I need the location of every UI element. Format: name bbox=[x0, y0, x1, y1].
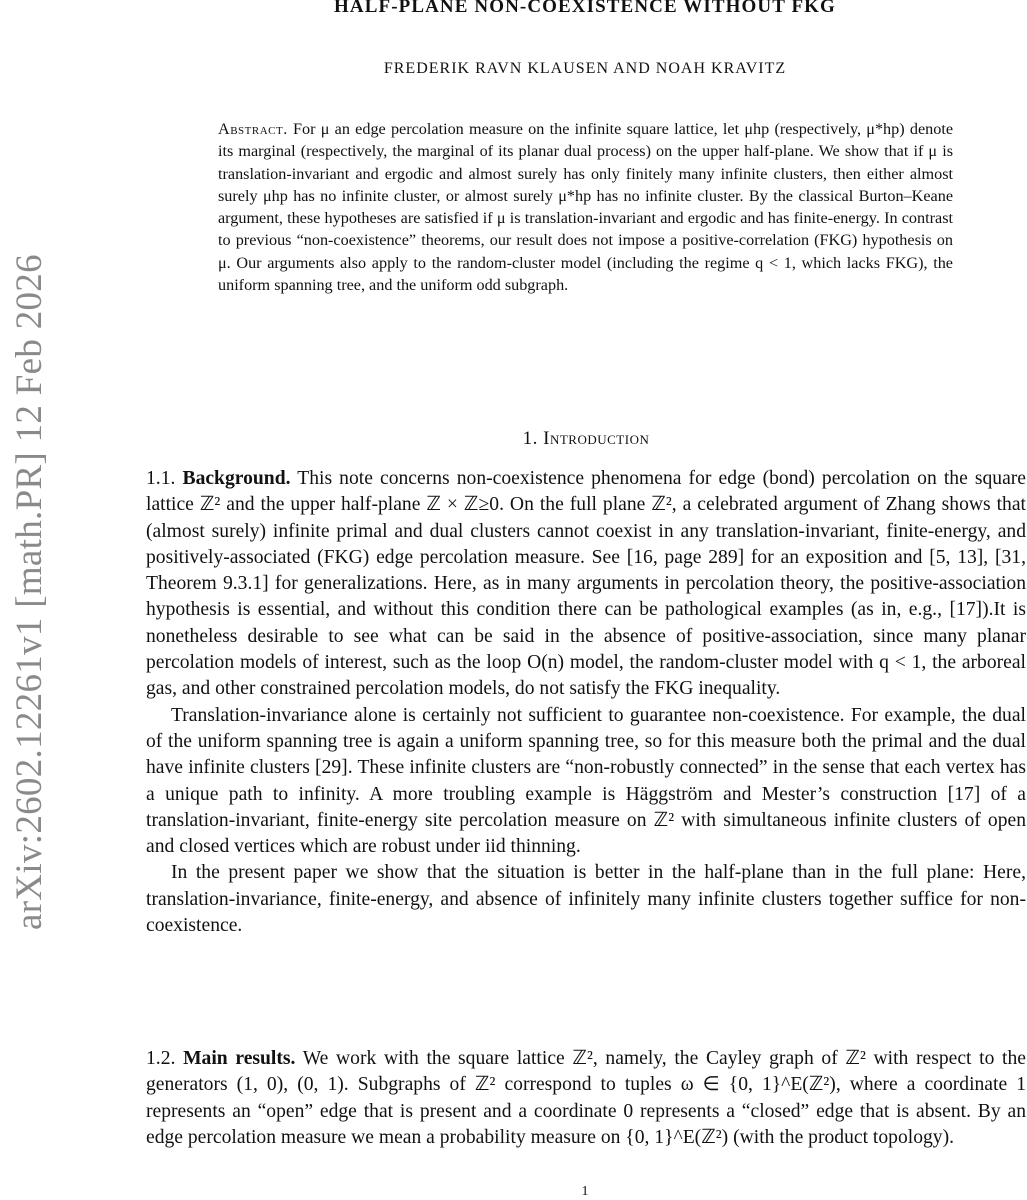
paragraph bbox=[146, 466, 1026, 703]
abstract bbox=[218, 118, 953, 296]
subsection-number: 1.1. bbox=[146, 468, 176, 489]
page-number: 1 bbox=[581, 1184, 589, 1199]
subsection-main-results bbox=[146, 1046, 1026, 1151]
paragraph: Translation-invariance alone is certainly not sufficient to guarantee non-coexistence. For example, the dual of the uniform spanning tree is again a uniform spanning tree, so for this measure both the primal and the dual have infinite clusters [29]. These infinite clusters are “non-robustly connected” in the sense that each vertex has a unique path to infinity. A more troubling example is Häggström and Mester’s construction [17] of a translation-invariant, finite-energy site percolation measure on ℤ² with simultaneous infinite clusters of open and closed vertices which are robust under iid thinning. bbox=[146, 704, 1026, 858]
paper-authors: FREDERIK RAVN KLAUSEN AND NOAH KRAVITZ bbox=[383, 60, 787, 77]
subsection-number: 1.2. bbox=[146, 1048, 176, 1069]
subsection-title: Main results. bbox=[183, 1048, 296, 1069]
arxiv-identifier: arXiv:2602.12261v1 [math.PR] 12 Feb 2026 bbox=[9, 254, 50, 930]
abstract-label: Abstract. bbox=[218, 120, 288, 138]
section-heading-introduction: 1. Introduction bbox=[522, 428, 650, 449]
paragraph bbox=[146, 1046, 1026, 1151]
paragraph: In the present paper we show that the situation is better in the half-plane than in the full plane: Here, translation-invariance, finite-energy, and absence of infinitely many infinite clusters together suffice for non-coexistence. bbox=[146, 862, 1026, 937]
paragraph-text: We work with the square lattice ℤ², namely, the Cayley graph of ℤ² with respect to the generators (1, 0), (0, 1). Subgraphs of ℤ² correspond to tuples ω ∈ {0, 1}^E(ℤ²), where a coordinate 1 represents an “open” edge that is present and a coordinate 0 represents a “closed” edge that is absent. By an edge percolation measure we mean a probability measure on {0, 1}^E(ℤ²) (with the product topology). bbox=[146, 1048, 1026, 1148]
paragraph-text: This note concerns non-coexistence phenomena for edge (bond) percolation on the square lattice ℤ² and the upper half-plane ℤ × ℤ≥0. On the full plane ℤ², a celebrated argument of Zhang shows that (almost surely) infinite primal and dual clusters cannot coexist in any translation-invariant, finite-energy, and positively-associated (FKG) edge percolation measure. See [16, page 289] for an exposition and [5, 13], [31, Theorem 9.3.1] for generalizations. Here, as in many arguments in percolation theory, the positive-association hypothesis is essential, and without this condition there can be pathological examples (as in, e.g., [17]).It is nonetheless desirable to see what can be said in the absence of positive-association, since many planar percolation models of interest, such as the loop O(n) model, the random-cluster model with q < 1, the arboreal gas, and other constrained percolation models, do not satisfy the FKG inequality. bbox=[146, 468, 1027, 700]
subsection-title: Background. bbox=[182, 468, 291, 489]
subsection-background bbox=[146, 466, 1026, 939]
abstract-text: For μ an edge percolation measure on the infinite square lattice, let μhp (respectively, μ*hp) denote its marginal (respectively, the marginal of its planar dual process) on the upper half-plane. We show that if μ is translation-invariant and ergodic and almost surely has only finitely many infinite clusters, then either almost surely μhp has no infinite cluster, or almost surely μ*hp has no infinite cluster. By the classical Burton–Keane argument, these hypotheses are satisfied if μ is translation-invariant and ergodic and has finite-energy. In contrast to previous “non-coexistence” theorems, our result does not impose a positive-correlation (FKG) hypothesis on μ. Our arguments also apply to the random-cluster model (including the regime q < 1, which lacks FKG), the uniform spanning tree, and the uniform odd subgraph. bbox=[218, 120, 954, 295]
paper-title: HALF-PLANE NON-COEXISTENCE WITHOUT FKG bbox=[334, 0, 836, 17]
